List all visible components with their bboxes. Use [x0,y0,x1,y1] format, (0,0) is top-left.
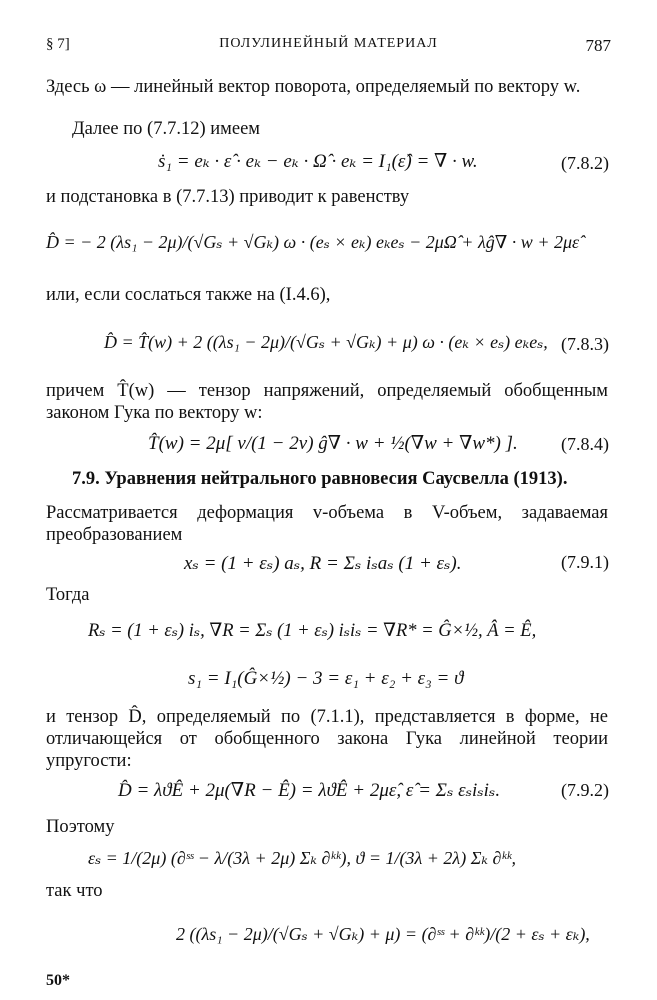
equation-s1-formula: s₁ = I₁(Ĝ×½) − 3 = ε₁ + ε₂ + ε₃ = ϑ [188,668,464,689]
equation-final-formula: 2 ((λs₁ − 2μ)/(√Gₛ + √Gₖ) + μ) = (∂ˢˢ + ∂ᵏᵏ)/(2 + εₛ + εₖ), [176,924,590,944]
equation-epsilon-s-formula: εₛ = 1/(2μ) (∂ˢˢ − λ/(3λ + 2μ) Σₖ ∂ᵏᵏ), ϑ = 1/(3λ + 2λ) Σₖ ∂ᵏᵏ, [88,848,516,868]
equation-7-9-2 [118,779,500,802]
paragraph-3: и подстановка в (7.7.13) приводит к равенству [46,187,410,207]
equation-number-7-9-2: (7.9.2) [561,780,609,800]
equation-7-8-3-formula: D̂ = T̂(w) + 2 ((λs₁ − 2μ)/(√Gₛ + √Gₖ) + μ) ω · (eₖ × eₛ) eₖeₛ, [104,332,548,352]
equation-7-9-1-formula: xₛ = (1 + εₛ) aₛ, R = Σₛ iₛaₛ (1 + εₛ). [184,553,462,574]
equation-r-s [88,620,536,642]
paragraph-4: или, если сослаться также на (I.4.6), [46,285,331,305]
paragraph-9: Поэтому [46,817,115,837]
section-label: § 7] [46,36,70,52]
equation-number-7-8-4: (7.8.4) [561,434,609,454]
equation-7-8-4 [148,432,518,455]
signature-mark: 50* [46,972,70,989]
equation-epsilon-s [88,848,516,869]
section-heading-7-9: 7.9. Уравнения нейтрального равновесия Саусвелла (1913). [72,469,568,489]
paragraph-2: Далее по (7.7.12) имеем [72,119,260,139]
equation-7-9-2-formula: D̂ = λϑÊ + 2μ(∇R − Ê) = λϑÊ + 2με̂, ε̂ = Σₛ εₛiₛiₛ. [118,780,501,801]
running-title: ПОЛУЛИНЕЙНЫЙ МАТЕРИАЛ [219,36,438,51]
equation-7-8-2 [158,150,478,173]
paragraph-1: Здесь ω — линейный вектор поворота, определяемый по вектору w. [46,77,581,97]
equation-number-7-8-2: (7.8.2) [561,153,609,173]
equation-number-7-9-1: (7.9.1) [561,552,609,572]
equation-7-8-3 [104,332,548,353]
equation-7-8-4-formula: T̂(w) = 2μ[ ν/(1 − 2ν) ĝ∇ · w + ½(∇w + ∇w*) ]. [148,433,518,454]
paragraph-7: Тогда [46,585,90,605]
paragraph-5: причем T̂(w) — тензор напряжений, определяемый обобщенным законом Гука по вектору w: [46,381,608,423]
equation-s1 [188,668,463,690]
page-number: 787 [585,36,611,55]
equation-d-hat-1 [46,232,579,253]
equation-number-7-8-3: (7.8.3) [561,334,609,354]
paragraph-8: и тензор D̂, определяемый по (7.1.1), представляется в форме, не отличающейся от обобщенного закона Гука линейной теории упругости: [46,707,608,771]
paragraph-6: Рассматривается деформация v-объема в V-объем, задаваемая преобразованием [46,503,608,545]
equation-final [176,924,590,945]
equation-7-8-2-formula: ṡ₁ = eₖ · ε̂ · eₖ − eₖ · Ω̂ · eₖ = I₁(ε̂) = ∇ · w. [158,151,478,172]
paragraph-10: так что [46,881,103,901]
equation-7-9-1 [184,552,462,575]
equation-d-hat-1-formula: D̂ = − 2 (λs₁ − 2μ)/(√Gₛ + √Gₖ) ω · (eₛ × eₖ) eₖeₛ − 2μΩ̂ + λĝ∇ · w + 2με̂ [46,232,580,252]
equation-r-s-formula: Rₛ = (1 + εₛ) iₛ, ∇R = Σₛ (1 + εₛ) iₛiₛ = ∇R* = Ĝ×½, Â = Ê, [88,621,537,641]
